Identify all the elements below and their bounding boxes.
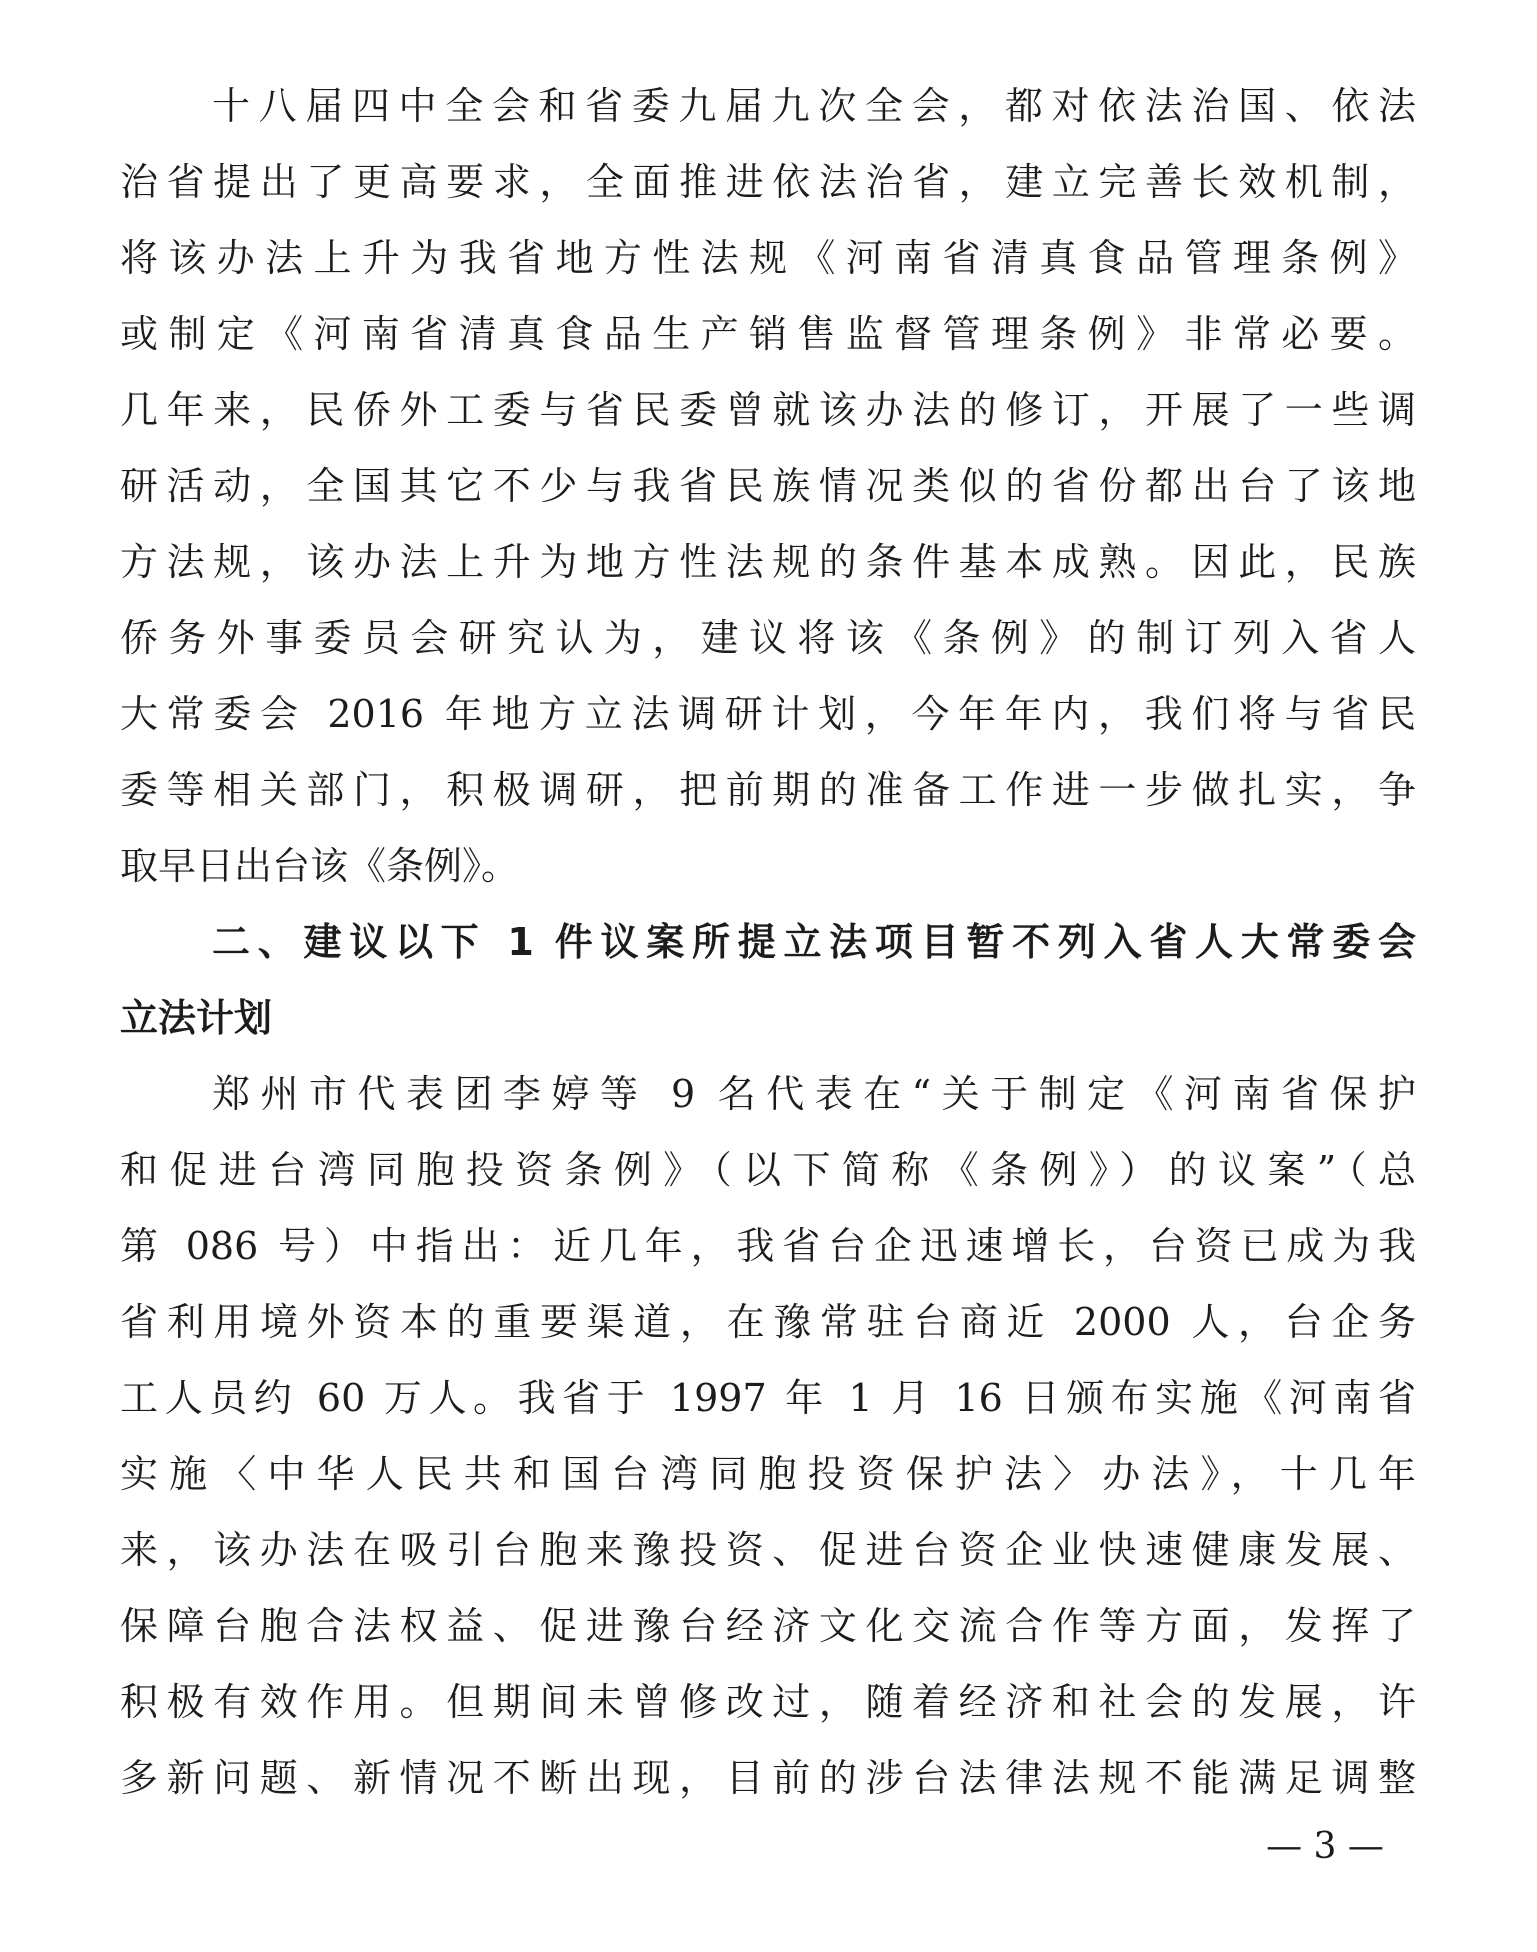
paragraph-line: 保障台胞合法权益、促进豫台经济文化交流合作等方面，发挥了: [120, 1604, 1416, 1648]
paragraph-line: 工人员约 60 万人。我省于 1997 年 1 月 16 日颁布实施《河南省: [120, 1376, 1416, 1420]
paragraph-line: 方法规，该办法上升为地方性法规的条件基本成熟。因此，民族: [120, 540, 1416, 584]
paragraph-line: 多新问题、新情况不断出现，目前的涉台法律法规不能满足调整: [120, 1756, 1416, 1800]
page-number: — 3 —: [1266, 1826, 1384, 1867]
paragraph-line: 和促进台湾同胞投资条例》（以下简称《条例》）的议案”（总: [120, 1148, 1416, 1192]
paragraph-line: 实施〈中华人民共和国台湾同胞投资保护法〉办法》，十几年: [120, 1452, 1416, 1496]
paragraph-line: 将该办法上升为我省地方性法规《河南省清真食品管理条例》: [120, 236, 1416, 280]
paragraph-line: 积极有效作用。但期间未曾修改过，随着经济和社会的发展，许: [120, 1680, 1416, 1724]
paragraph-line: 或制定《河南省清真食品生产销售监督管理条例》非常必要。: [120, 312, 1416, 356]
paragraph-line: 大常委会 2016 年地方立法调研计划，今年年内，我们将与省民: [120, 692, 1416, 736]
paragraph-line: 十八届四中全会和省委九届九次全会，都对依法治国、依法: [212, 84, 1416, 128]
paragraph-line: 研活动，全国其它不少与我省民族情况类似的省份都出台了该地: [120, 464, 1416, 508]
paragraph-line: 第 086 号）中指出：近几年，我省台企迅速增长，台资已成为我: [120, 1224, 1416, 1268]
paragraph-line: 侨务外事委员会研究认为，建议将该《条例》的制订列入省人: [120, 616, 1416, 660]
paragraph-line: 几年来，民侨外工委与省民委曾就该办法的修订，开展了一些调: [120, 388, 1416, 432]
section-heading-line: 立法计划: [120, 996, 273, 1040]
paragraph-line: 省利用境外资本的重要渠道，在豫常驻台商近 2000 人，台企务: [120, 1300, 1416, 1344]
paragraph-line: 来，该办法在吸引台胞来豫投资、促进台资企业快速健康发展、: [120, 1528, 1416, 1572]
section-heading-line: 二、建议以下 1 件议案所提立法项目暂不列入省人大常委会: [212, 920, 1416, 964]
paragraph-line: 治省提出了更高要求，全面推进依法治省，建立完善长效机制，: [120, 160, 1416, 204]
paragraph-line: 取早日出台该《条例》。: [120, 844, 520, 888]
paragraph-line: 郑州市代表团李婷等 9 名代表在“关于制定《河南省保护: [212, 1072, 1416, 1116]
paragraph-line: 委等相关部门，积极调研，把前期的准备工作进一步做扎实，争: [120, 768, 1416, 812]
